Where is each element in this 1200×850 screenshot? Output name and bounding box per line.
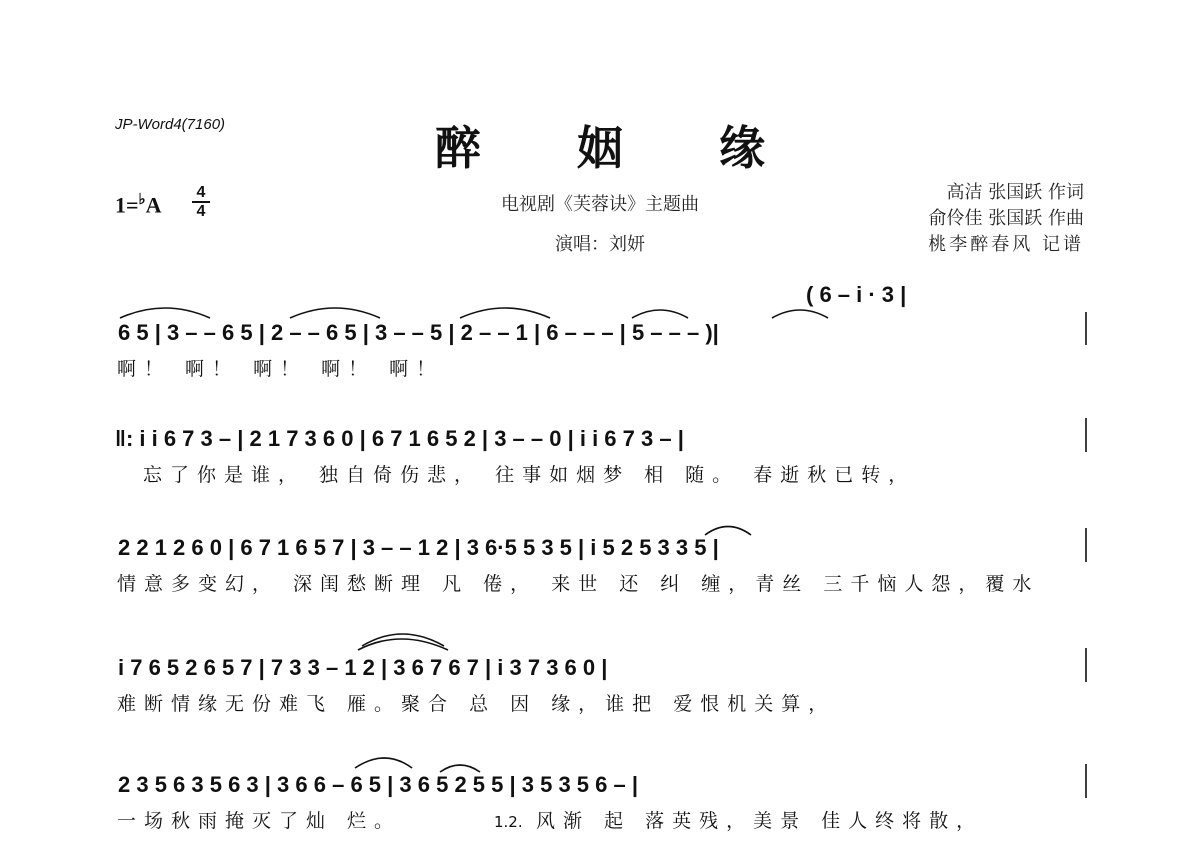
line-4-lyrics: 难断情缘无份难飞 雁。聚合 总 因 缘，谁把 爱恨机关算， — [117, 693, 836, 715]
line-5-lyrics: 一场秋雨掩灭了灿 烂。 — [117, 810, 402, 832]
line-1-lyrics: 啊！ 啊！ 啊！ 啊！ 啊！ — [117, 358, 444, 380]
line-5-notes: 2 3 5 6 3 5 6 3 | 3 6 6 – 6 5 | 3 6 5 2 5 5 | 3 5 3 5 6 – | — [118, 772, 638, 797]
time-top: 4 — [196, 184, 206, 201]
line-4-notes: i 7 6 5 2 6 5 7 | 7 3 3 – 1 2 | 3 6 7 6 7 | i 3 7 3 6 0 | — [118, 655, 608, 680]
line-2-notes: ‖: i i 6 7 3 – | 2 1 7 3 6 0 | 6 7 1 6 5 2 | 3 – – 0 | i i 6 7 3 – | — [115, 426, 684, 451]
line-1-notes: 6 5 | 3 – – 6 5 | 2 – – 6 5 | 3 – – 5 | 2 – – 1 | 6 – – – | 5 – – – )| — [118, 320, 719, 345]
software-label: JP-Word4(7160) — [115, 116, 226, 133]
singer: 演唱：刘妍 — [555, 234, 645, 255]
line-2-lyrics: 忘了你是谁， 独自倚伤悲， 往事如烟梦 相 随。 春逝秋已转， — [143, 464, 916, 486]
line-5-lyrics-b: 风渐 起 落英残，美景 佳人终将散， — [536, 810, 984, 832]
key-note: A — [145, 192, 162, 218]
composer-credit: 俞伶佳 张国跃 作曲 — [928, 208, 1084, 229]
transcriber-credit: 桃李醉春风 记谱 — [928, 234, 1084, 255]
line-3-lyrics: 情意多变幻， 深闺愁断理 凡 倦， 来世 还 纠 缠，青丝 三千恼人怨，覆水 — [117, 573, 1040, 595]
volta-label: 1.2. — [494, 813, 523, 831]
lyricist-credit: 高洁 张国跃 作词 — [946, 182, 1084, 203]
song-title: 醉 姻 缘 — [434, 121, 806, 175]
line-3-notes: 2 2 1 2 6 0 | 6 7 1 6 5 7 | 3 – – 1 2 | 3 6·5 5 3 5 | i 5 2 5 3 3 5 | — [118, 535, 719, 560]
time-bottom: 4 — [196, 203, 206, 220]
intro-notes: ( 6 – i · 3 | — [806, 282, 907, 307]
subtitle: 电视剧《芙蓉诀》主题曲 — [501, 194, 699, 215]
key-flat: ♭ — [138, 192, 146, 208]
key-prefix: 1= — [115, 192, 139, 218]
